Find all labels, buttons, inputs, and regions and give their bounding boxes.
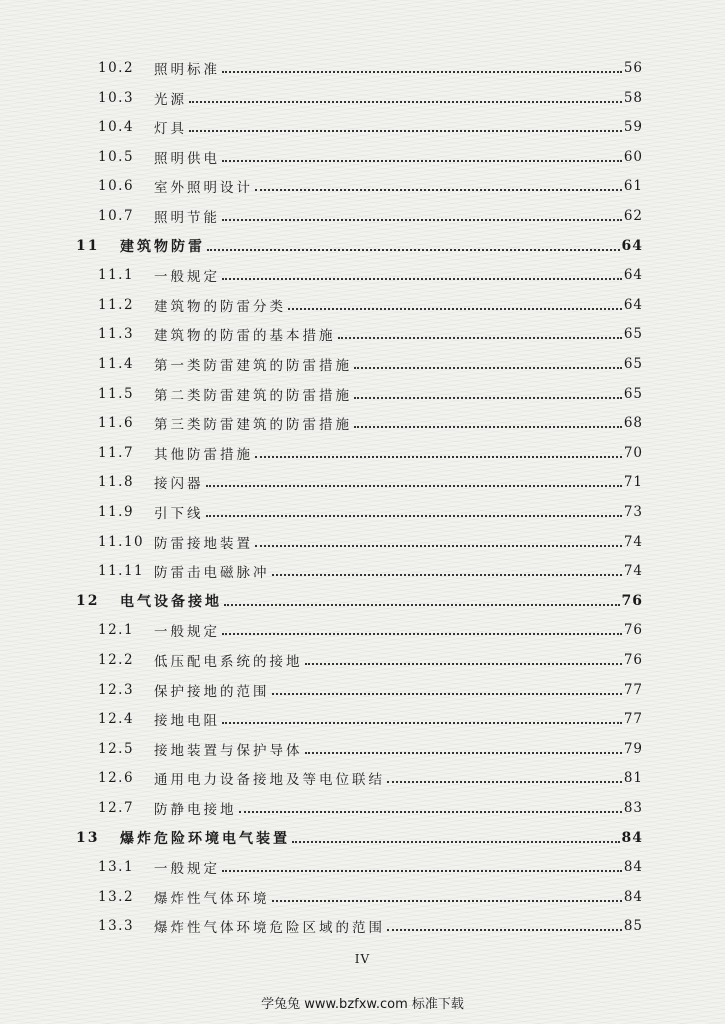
toc-entry[interactable] bbox=[98, 914, 643, 938]
toc-leader-dots bbox=[272, 560, 622, 576]
toc-entry-number: 13 bbox=[76, 829, 100, 846]
toc-entry-page: 77 bbox=[623, 681, 643, 698]
toc-entry[interactable] bbox=[98, 559, 643, 583]
toc-entry[interactable] bbox=[98, 382, 643, 406]
toc-entry-page: 77 bbox=[623, 711, 643, 728]
toc-entry-title: 第三类防雷建筑的防雷措施 bbox=[154, 417, 352, 434]
toc-entry-number: 12.6 bbox=[98, 770, 135, 787]
toc-entry-page: 83 bbox=[623, 800, 643, 816]
toc-entry[interactable] bbox=[98, 322, 643, 346]
toc-entry-title: 一般规定 bbox=[154, 269, 220, 286]
page-number: IV bbox=[354, 952, 371, 966]
toc-leader-dots bbox=[206, 501, 622, 517]
toc-entry-title: 一般规定 bbox=[154, 624, 220, 641]
toc-entry[interactable] bbox=[98, 263, 643, 287]
toc-entry-title: 爆炸危险环境电气装置 bbox=[120, 830, 290, 847]
toc-entry-number: 11.2 bbox=[98, 296, 135, 313]
toc-entry-number: 10.5 bbox=[98, 148, 135, 165]
toc-leader-dots bbox=[189, 87, 622, 103]
footer-watermark: 学兔兔 www.bzfxw.com 标准下载 bbox=[261, 997, 464, 1012]
toc-entry-title: 建筑物的防雷的基本措施 bbox=[154, 328, 336, 345]
toc-entry-title: 防雷接地装置 bbox=[154, 535, 253, 552]
toc-entry-page: 76 bbox=[621, 592, 643, 609]
toc-entry-title: 第一类防雷建筑的防雷措施 bbox=[154, 358, 352, 374]
toc-entry-title: 建筑物的防雷分类 bbox=[154, 298, 286, 315]
toc-entry-number: 11.10 bbox=[98, 533, 145, 550]
toc-entry-title: 防雷击电磁脉冲 bbox=[154, 565, 270, 582]
toc-entry-number: 11.6 bbox=[98, 415, 135, 432]
toc-entry-title: 照明供电 bbox=[154, 150, 220, 167]
toc-entry-page: 84 bbox=[623, 859, 643, 876]
toc-entry[interactable] bbox=[98, 678, 643, 702]
toc-entry[interactable] bbox=[98, 174, 643, 198]
toc-entry[interactable] bbox=[98, 411, 643, 435]
toc-entry[interactable] bbox=[98, 352, 643, 376]
toc-entry-number: 12 bbox=[76, 592, 100, 609]
toc-entry[interactable] bbox=[98, 145, 643, 169]
toc-entry-page: 74 bbox=[623, 533, 643, 550]
toc-leader-dots bbox=[222, 146, 622, 162]
toc-entry-number: 12.4 bbox=[98, 711, 135, 728]
toc-leader-dots bbox=[272, 679, 622, 695]
toc-leader-dots bbox=[222, 57, 622, 73]
toc-entry-number: 11.9 bbox=[98, 504, 135, 520]
toc-entry[interactable] bbox=[98, 796, 643, 820]
toc-leader-dots bbox=[305, 738, 622, 754]
toc-entry[interactable] bbox=[98, 855, 643, 879]
toc-entry-page: 76 bbox=[623, 652, 643, 668]
toc-leader-dots bbox=[255, 442, 622, 458]
toc-entry-title: 照明节能 bbox=[154, 210, 220, 226]
toc-chapter-entry[interactable] bbox=[76, 589, 643, 613]
toc-entry-title: 第二类防雷建筑的防雷措施 bbox=[154, 387, 352, 404]
toc-entry-page: 76 bbox=[623, 622, 643, 639]
toc-entry[interactable] bbox=[98, 204, 643, 228]
toc-entry-page: 71 bbox=[623, 474, 643, 491]
toc-entry-title: 室外照明设计 bbox=[154, 180, 253, 197]
toc-leader-dots bbox=[354, 412, 622, 428]
toc-entry-number: 10.4 bbox=[98, 119, 135, 136]
toc-entry-title: 建筑物防雷 bbox=[120, 238, 205, 255]
toc-leader-dots bbox=[189, 116, 622, 132]
toc-entry-page: 60 bbox=[623, 148, 643, 165]
toc-entry-title: 低压配电系统的接地 bbox=[154, 654, 303, 670]
toc-leader-dots bbox=[272, 886, 622, 902]
toc-entry-number: 12.2 bbox=[98, 652, 135, 668]
toc-chapter-entry[interactable] bbox=[76, 826, 643, 850]
toc-entry-number: 10.6 bbox=[98, 178, 135, 195]
toc-entry-page: 58 bbox=[623, 89, 643, 106]
toc-entry-number: 11.5 bbox=[98, 385, 135, 402]
toc-entry-number: 11.7 bbox=[98, 444, 135, 461]
toc-entry-page: 85 bbox=[623, 918, 643, 935]
toc-entry-title: 接闪器 bbox=[154, 476, 204, 493]
toc-leader-dots bbox=[222, 205, 622, 221]
toc-entry-number: 11.8 bbox=[98, 474, 135, 491]
toc-entry-page: 70 bbox=[623, 444, 643, 461]
toc-leader-dots bbox=[338, 323, 622, 339]
toc-entry[interactable] bbox=[98, 885, 643, 909]
toc-entry-page: 81 bbox=[623, 770, 643, 787]
toc-leader-dots bbox=[288, 294, 622, 310]
toc-entry-title: 电气设备接地 bbox=[120, 593, 222, 610]
toc-entry-title: 引下线 bbox=[154, 506, 204, 522]
toc-entry-title: 光源 bbox=[154, 91, 187, 108]
toc-entry[interactable] bbox=[98, 56, 643, 80]
toc-entry-page: 56 bbox=[623, 60, 643, 76]
toc-leader-dots bbox=[354, 353, 622, 369]
toc-leader-dots bbox=[222, 708, 622, 724]
toc-leader-dots bbox=[206, 471, 622, 487]
toc-entry-page: 64 bbox=[623, 296, 643, 313]
toc-leader-dots bbox=[255, 175, 622, 191]
toc-entry-number: 12.5 bbox=[98, 740, 135, 757]
toc-entry-number: 11.4 bbox=[98, 356, 135, 372]
toc-entry-title: 通用电力设备接地及等电位联结 bbox=[154, 772, 385, 789]
toc-entry-number: 12.1 bbox=[98, 622, 135, 639]
toc-entry-page: 59 bbox=[623, 119, 643, 136]
toc-entry-number: 13.3 bbox=[98, 918, 135, 935]
toc-leader-dots bbox=[222, 264, 622, 280]
toc-entry-page: 79 bbox=[623, 740, 643, 757]
toc-entry-number: 10.7 bbox=[98, 208, 135, 224]
toc-entry-number: 10.3 bbox=[98, 89, 135, 106]
toc-entry-page: 65 bbox=[623, 326, 643, 343]
toc-entry-number: 11 bbox=[76, 237, 100, 254]
toc-entry-page: 84 bbox=[623, 888, 643, 905]
toc-entry[interactable] bbox=[98, 648, 643, 672]
toc-entry[interactable] bbox=[98, 618, 643, 642]
toc-entry-number: 10.2 bbox=[98, 60, 135, 76]
toc-entry-number: 13.1 bbox=[98, 859, 135, 876]
toc-leader-dots bbox=[387, 915, 622, 931]
toc-entry-page: 84 bbox=[621, 829, 643, 846]
toc-entry-title: 爆炸性气体环境危险区域的范围 bbox=[154, 920, 385, 937]
toc-entry-title: 一般规定 bbox=[154, 861, 220, 878]
toc-leader-dots bbox=[387, 767, 622, 783]
toc-entry[interactable] bbox=[98, 500, 643, 524]
toc-entry-title: 灯具 bbox=[154, 121, 187, 138]
toc-entry[interactable] bbox=[98, 441, 643, 465]
toc-entry[interactable] bbox=[98, 115, 643, 139]
toc-entry-title: 防静电接地 bbox=[154, 802, 237, 818]
toc-entry-page: 65 bbox=[623, 385, 643, 402]
toc-entry[interactable] bbox=[98, 766, 643, 790]
toc-entry[interactable] bbox=[98, 470, 643, 494]
toc-entry-page: 62 bbox=[623, 208, 643, 224]
toc-entry-title: 其他防雷措施 bbox=[154, 446, 253, 463]
toc-entry[interactable] bbox=[98, 737, 643, 761]
toc-leader-dots bbox=[305, 649, 622, 665]
toc-entry-number: 11.3 bbox=[98, 326, 135, 343]
toc-leader-dots bbox=[207, 235, 620, 251]
toc-entry-number: 12.3 bbox=[98, 681, 135, 698]
toc-entry-title: 照明标准 bbox=[154, 62, 220, 78]
toc-chapter-entry[interactable] bbox=[76, 234, 643, 258]
toc-entry-number: 13.2 bbox=[98, 888, 135, 905]
toc-entry-title: 接地装置与保护导体 bbox=[154, 742, 303, 759]
toc-entry-page: 64 bbox=[623, 267, 643, 284]
toc-leader-dots bbox=[255, 531, 622, 547]
toc-entry[interactable] bbox=[98, 86, 643, 110]
toc-entry-page: 61 bbox=[623, 178, 643, 195]
toc-entry-number: 11.11 bbox=[98, 563, 145, 580]
toc-entry-page: 65 bbox=[623, 356, 643, 372]
toc-leader-dots bbox=[292, 827, 620, 843]
toc-entry-page: 73 bbox=[623, 504, 643, 520]
toc-leader-dots bbox=[354, 383, 622, 399]
toc-entry[interactable] bbox=[98, 707, 643, 731]
toc-entry-title: 爆炸性气体环境 bbox=[154, 890, 270, 907]
toc-entry-page: 68 bbox=[623, 415, 643, 432]
toc-entry-number: 11.1 bbox=[98, 267, 135, 284]
toc-leader-dots bbox=[239, 797, 622, 813]
toc-entry-title: 接地电阻 bbox=[154, 713, 220, 730]
toc-leader-dots bbox=[222, 619, 622, 635]
toc-entry-page: 64 bbox=[621, 237, 643, 254]
toc-entry[interactable] bbox=[98, 293, 643, 317]
toc-entry-page: 74 bbox=[623, 563, 643, 580]
toc-entry-title: 保护接地的范围 bbox=[154, 683, 270, 700]
toc-leader-dots bbox=[222, 856, 622, 872]
toc-entry-number: 12.7 bbox=[98, 800, 135, 816]
toc-leader-dots bbox=[224, 590, 620, 606]
toc-entry[interactable] bbox=[98, 530, 643, 554]
